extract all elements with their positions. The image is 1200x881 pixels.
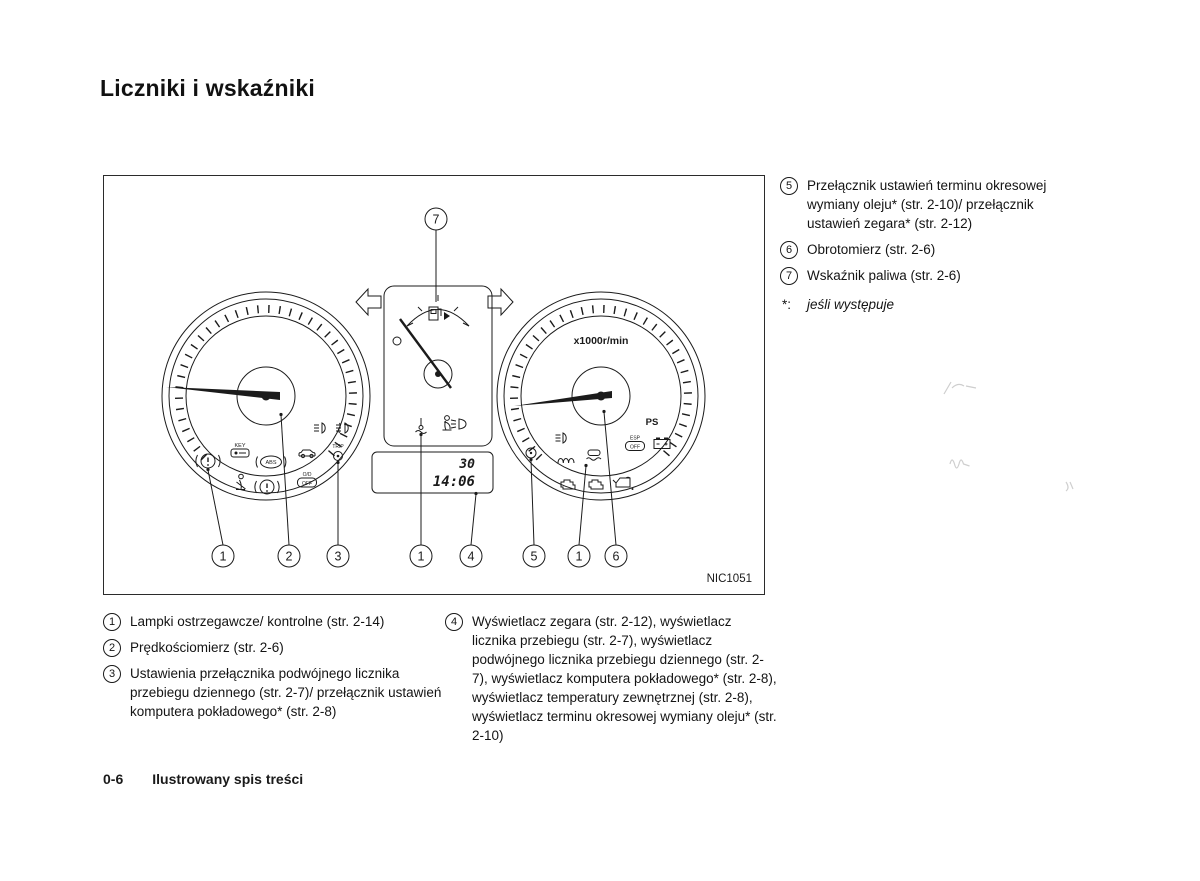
item-text: Lampki ostrzegawcze/ kontrolne (str. 2-14) <box>130 614 385 629</box>
item-number: 6 <box>780 241 798 259</box>
callout-4 <box>460 545 482 567</box>
tail-lamp-icon <box>314 423 325 433</box>
ps-label: PS <box>645 417 659 428</box>
speedometer-gauge <box>162 292 370 500</box>
item-text: Wyświetlacz zegara (str. 2-12), wyświetlacz licznika przebiegu (str. 2-7), wyświetlacz podwójnego licznika przebiegu dziennego (str. 2-7), wyświetlacz komputera pokładowego* (str. 2-8), wyświetlacz temperatury zewnętrznej (str. 2-8), wyświetlacz terminu okresowej wymiany oleju* (str. 2-10) <box>472 614 777 743</box>
cluster-diagram <box>104 176 762 591</box>
item-number: 1 <box>103 613 121 631</box>
svg-text:4: 4 <box>467 549 475 564</box>
svg-text:TRIP: TRIP <box>332 444 344 450</box>
legend-item-3 <box>103 664 443 721</box>
svg-text:OFF: OFF <box>302 481 312 487</box>
fuel-gauge <box>393 295 469 388</box>
tachometer-unit-label: x1000r/min <box>573 335 629 347</box>
engine-service-icon <box>589 480 603 489</box>
digital-display <box>372 452 493 493</box>
item-text: Prędkościomierz (str. 2-6) <box>130 640 284 655</box>
battery-icon <box>654 438 670 449</box>
svg-text:5: 5 <box>530 549 538 564</box>
turn-signal-left-icon <box>356 289 381 315</box>
svg-text:2: 2 <box>285 549 293 564</box>
callout-1b <box>410 545 432 567</box>
callout-1a <box>212 545 234 567</box>
legend-right <box>780 176 1080 314</box>
callout-2 <box>278 545 300 567</box>
callout-6 <box>605 545 627 567</box>
trip-reset-button <box>332 444 344 461</box>
page-title: Liczniki i wskaźniki <box>100 75 315 101</box>
leader-lines <box>206 410 616 545</box>
item-text: Wskaźnik paliwa (str. 2-6) <box>807 268 961 283</box>
legend-item-6 <box>780 240 1080 259</box>
odometer-value: 30 <box>459 457 475 472</box>
svg-text:OFF: OFF <box>630 444 640 451</box>
warning-lights-left <box>196 423 348 494</box>
legend-item-5 <box>780 176 1080 233</box>
headlight-icon <box>451 419 466 429</box>
svg-text:KEY: KEY <box>234 443 246 449</box>
scan-artifacts <box>930 372 1105 502</box>
clock-value: 14:06 <box>432 474 475 490</box>
item-number: 5 <box>780 177 798 195</box>
rear-fog-icon <box>556 433 567 443</box>
airbag-icon <box>443 416 452 430</box>
legend-item-2 <box>103 638 443 657</box>
key-indicator-icon <box>231 443 249 457</box>
svg-text:1: 1 <box>417 549 425 564</box>
figure-id: NIC1051 <box>706 573 752 585</box>
callout-3 <box>327 545 349 567</box>
section-title: Ilustrowany spis treści <box>152 771 304 787</box>
od-off-icon <box>298 472 317 487</box>
page-number: 0-6 <box>103 771 124 787</box>
brake-warning-icon <box>196 454 220 468</box>
legend-bottom-left <box>103 612 443 728</box>
svg-text:ABS: ABS <box>265 460 277 466</box>
legend-item-7 <box>780 266 1080 285</box>
callout-7 <box>425 208 447 302</box>
callout-5 <box>523 545 545 567</box>
esp-off-icon <box>626 436 645 451</box>
svg-text:6: 6 <box>612 549 620 564</box>
svg-text:3: 3 <box>334 549 342 564</box>
tachometer-gauge <box>497 292 705 500</box>
legend-bottom-right <box>445 612 777 752</box>
seatbelt-icon <box>236 474 246 489</box>
svg-text:O/D: O/D <box>302 472 312 478</box>
item-text: Ustawienia przełącznika podwójnego licznika przebiegu dziennego (str. 2-7)/ przełącznik ustawień komputera pokładowego* (str. 2-8) <box>130 666 442 719</box>
legend-item-4 <box>445 612 777 745</box>
warning-lights-right <box>526 433 670 490</box>
svg-text:ESP: ESP <box>629 435 641 442</box>
brake-system-icon <box>255 480 279 494</box>
item-number: 7 <box>780 267 798 285</box>
item-text: Przełącznik ustawień terminu okresowej wymiany oleju* (str. 2-10)/ przełącznik ustawień zegara* (str. 2-12) <box>807 178 1047 231</box>
item-text: Obrotomierz (str. 2-6) <box>807 242 936 257</box>
svg-text:7: 7 <box>432 212 440 227</box>
coolant-temp-icon <box>416 418 427 434</box>
callout-1c <box>568 545 590 567</box>
item-number: 3 <box>103 665 121 683</box>
item-number: 2 <box>103 639 121 657</box>
slip-indicator-icon <box>587 450 602 460</box>
svg-text:1: 1 <box>219 549 227 564</box>
item-number: 4 <box>445 613 463 631</box>
instrument-cluster-figure <box>103 175 765 595</box>
footnote-text: jeśli występuje <box>807 297 895 312</box>
fog-lamp-icon <box>336 423 348 433</box>
legend-item-1 <box>103 612 443 631</box>
svg-text:1: 1 <box>575 549 583 564</box>
callouts-bottom <box>212 545 627 567</box>
abs-icon <box>256 456 286 468</box>
footnote-marker: *: <box>782 297 792 312</box>
fuel-pump-icon <box>429 307 450 320</box>
page-footer <box>103 771 303 787</box>
footnote <box>780 295 1080 314</box>
glow-plug-icon <box>558 459 574 464</box>
door-open-icon <box>299 450 315 458</box>
